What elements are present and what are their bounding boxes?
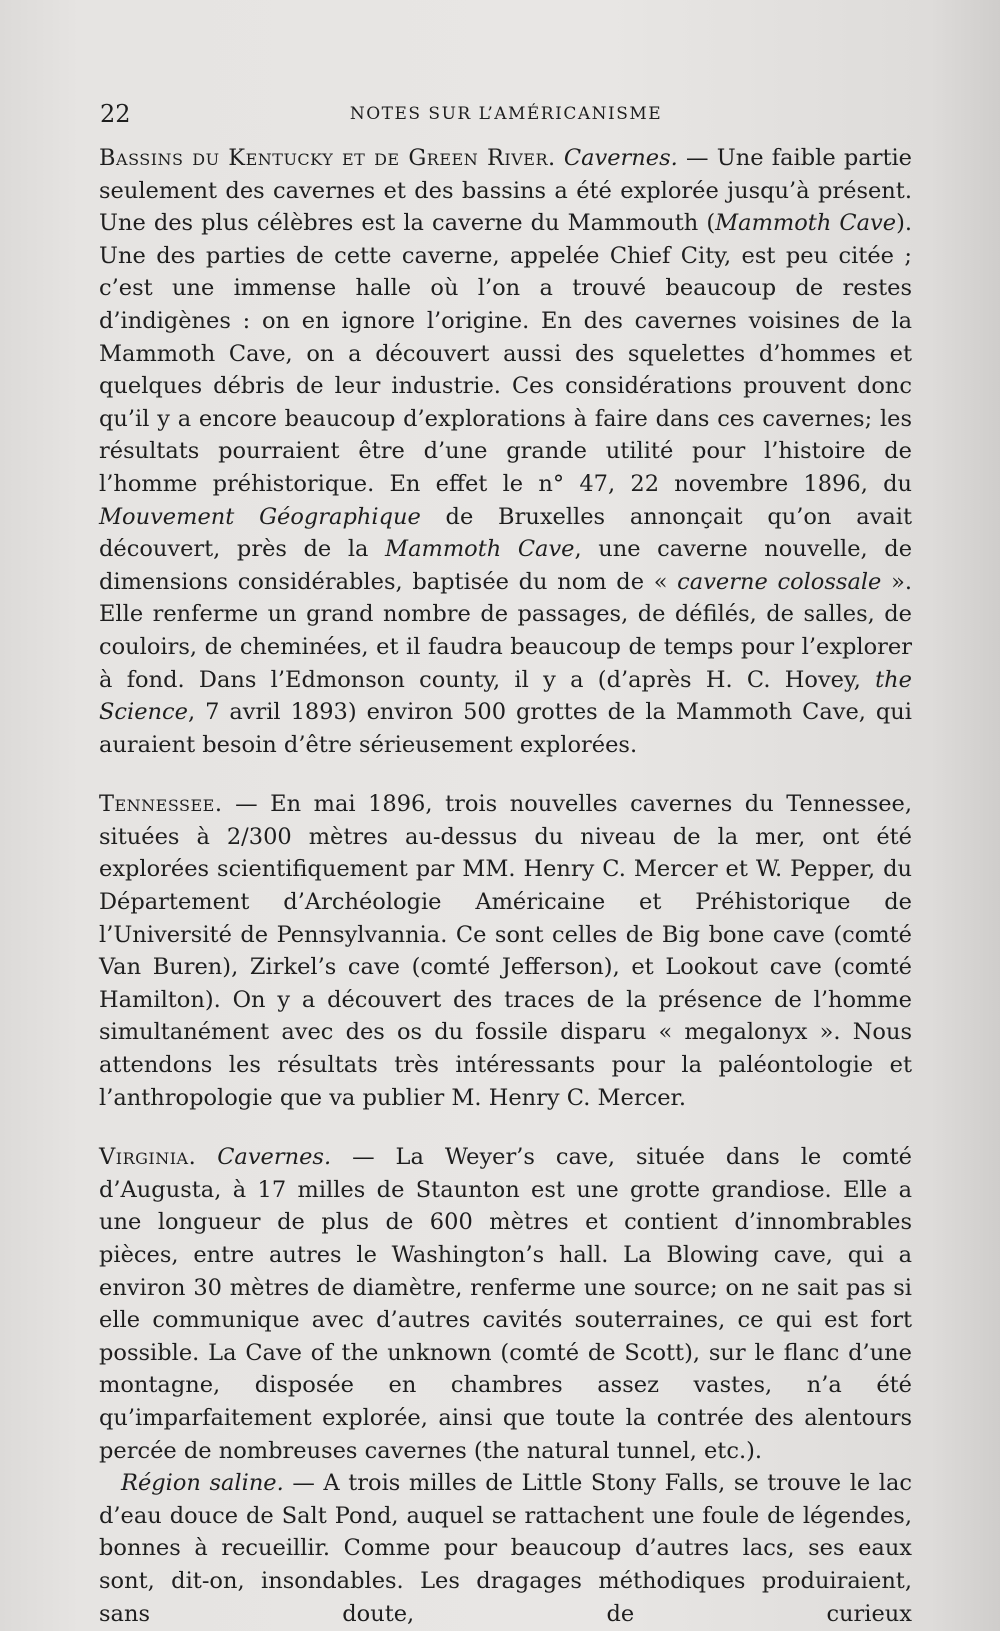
section-label-cavernes: Cavernes.: [563, 145, 678, 171]
kentucky-text-4: , une caverne nouvelle, de dimensions considérables, baptisée du nom de «: [99, 536, 913, 595]
page-number: 22: [100, 100, 131, 128]
section-gap: [99, 761, 912, 788]
paragraph-tennessee: [99, 788, 912, 1114]
section-heading-tennessee: Tennessee.: [99, 791, 223, 818]
science-journal-title: the Science: [99, 666, 912, 726]
paragraph-virginia: [99, 1141, 912, 1467]
kentucky-text-5: ». Elle renferme un grand nombre de passages, de défilés, de salles, de couloirs, de cheminées, et il faudra beaucoup de temps pour l’explorer à fond. Dans l’Edmonson county, il y a (d’après H. C. Hovey,: [99, 568, 912, 693]
tennessee-text: — En mai 1896, trois nouvelles cavernes du Tennessee, situées à 2/300 mètres au-dessus du niveau de la mer, ont été explorées scientifiquement par MM. Henry C. Mercer et W. Pepper, du Département d’Archéologie Américaine et Préhistorique de l’Université de Pennsylvannia. Ce sont celles de Big bone cave (comté Van Buren), Zirkel’s cave (comté Jefferson), et Lookout cave (comté Hamilton). On y a découvert des traces de la présence de l’homme simultanément avec des os du fossile disparu « megalonyx ». Nous attendons les résultats très intéressants pour la paléontologie et l’anthropologie que va publier M. Henry C. Mercer.: [99, 791, 912, 1111]
caverne-colossale-term: caverne colossale: [677, 568, 882, 595]
journal-title: Mouvement Géographique: [99, 503, 421, 530]
virginia-text: — La Weyer’s cave, située dans le comté d’Augusta, à 17 milles de Staunton est une grotte grandiose. Elle a une longueur de plus de 600 mètres et contient d’innombrables pièces, entre autres le Washington’s hall. La Blowing cave, qui a environ 30 mètres de diamètre, renferme une source; on ne sait pas si elle communique avec d’autres cavités souterraines, ce qui est fort possible. La Cave of the unknown (comté de Scott), sur le flanc d’une montagne, disposée en chambres assez vastes, n’a été qu’imparfaitement explorée, ainsi que toute la contrée des alentours percée de nombreuses cavernes (the natural tunnel, etc.).: [99, 1144, 912, 1464]
mammoth-cave-term-2: Mammoth Cave: [385, 536, 575, 563]
page-header: [100, 100, 912, 130]
kentucky-text-6: , 7 avril 1893) environ 500 grottes de la Mammoth Cave, qui auraient besoin d’être sérieusement explorées.: [99, 699, 912, 758]
paragraph-kentucky: [99, 142, 912, 761]
region-saline-text: — A trois milles de Little Stony Falls, se trouve le lac d’eau douce de Salt Pond, auquel se rattachent une foule de légendes, bonnes à recueillir. Comme pour beaucoup d’autres lacs, ses eaux sont, dit-on, insondables. Les dragages méthodiques produiraient, sans doute, de curieux: [99, 1470, 912, 1627]
section-gap: [99, 1114, 912, 1141]
kentucky-text: — Une faible partie seulement des cavernes et des bassins a été explorée jusqu’à présent. Une des plus célèbres est la caverne du Mammouth (: [99, 145, 912, 237]
kentucky-text-3: de Bruxelles annonçait qu’on avait découvert, près de la: [99, 503, 912, 563]
section-label-cavernes-virginia: Cavernes.: [217, 1144, 332, 1171]
mammoth-cave-term: Mammoth Cave: [715, 210, 897, 237]
section-heading-kentucky: Bassins du Kentucky et de Green River.: [99, 145, 556, 171]
section-heading-virginia: Virginia.: [99, 1144, 197, 1171]
kentucky-text-2: ). Une des parties de cette caverne, appelée Chief City, est peu citée ; c’est une immense halle où l’on a trouvé beaucoup de restes d’indigènes : on en ignore l’origine. En des cavernes voisines de la Mammoth Cave, on a découvert aussi des squelettes d’hommes et quelques débris de leur industrie. Ces considérations prouvent donc qu’il y a encore beaucoup d’explorations à faire dans ces cavernes; les résultats pourraient être d’une grande utilité pour l’histoire de l’homme préhistorique. En effet le n° 47, 22 novembre 1896, du: [99, 210, 912, 497]
paragraph-region-saline: [99, 1467, 912, 1630]
body-text: [99, 142, 912, 1630]
running-head: NOTES SUR L’AMÉRICANISME: [349, 104, 663, 124]
section-label-region-saline: Région saline.: [121, 1470, 284, 1497]
